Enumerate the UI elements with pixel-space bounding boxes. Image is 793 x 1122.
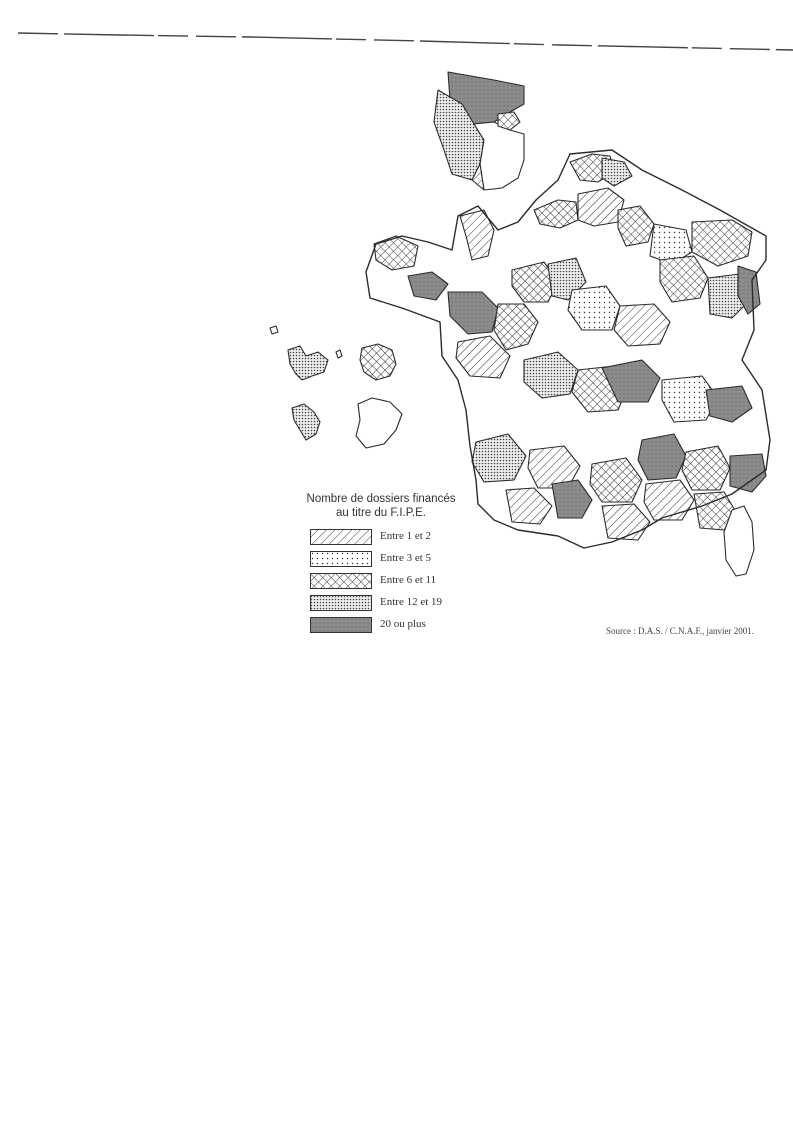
dense-dots-swatch [310, 595, 372, 611]
scan-artifact-line [0, 0, 793, 60]
legend-item [310, 572, 480, 590]
legend-title-line-1: Nombre de dossiers financés [306, 493, 456, 505]
legend-label: Entre 3 et 5 [380, 552, 432, 564]
source-note: Source : D.A.S. / C.N.A.F., janvier 2001. [606, 626, 755, 636]
diagonal-hatch-swatch [310, 529, 372, 545]
legend-item [310, 616, 480, 634]
legend-title-line-2: au titre du F.I.P.E. [336, 507, 426, 519]
overseas-departments [270, 326, 402, 448]
cross-hatch-swatch [310, 573, 372, 589]
legend-label: Entre 12 et 19 [380, 596, 443, 608]
legend-item [310, 550, 480, 568]
legend-label: 20 ou plus [380, 618, 426, 630]
legend-item [310, 594, 480, 612]
map-legend [286, 492, 476, 630]
solid-grey-swatch [310, 617, 372, 633]
sparse-dots-swatch [310, 551, 372, 567]
ile-de-france-inset [434, 72, 524, 190]
legend-label: Entre 6 et 11 [380, 574, 437, 586]
legend-item [310, 528, 480, 546]
legend-label: Entre 1 et 2 [380, 530, 432, 542]
